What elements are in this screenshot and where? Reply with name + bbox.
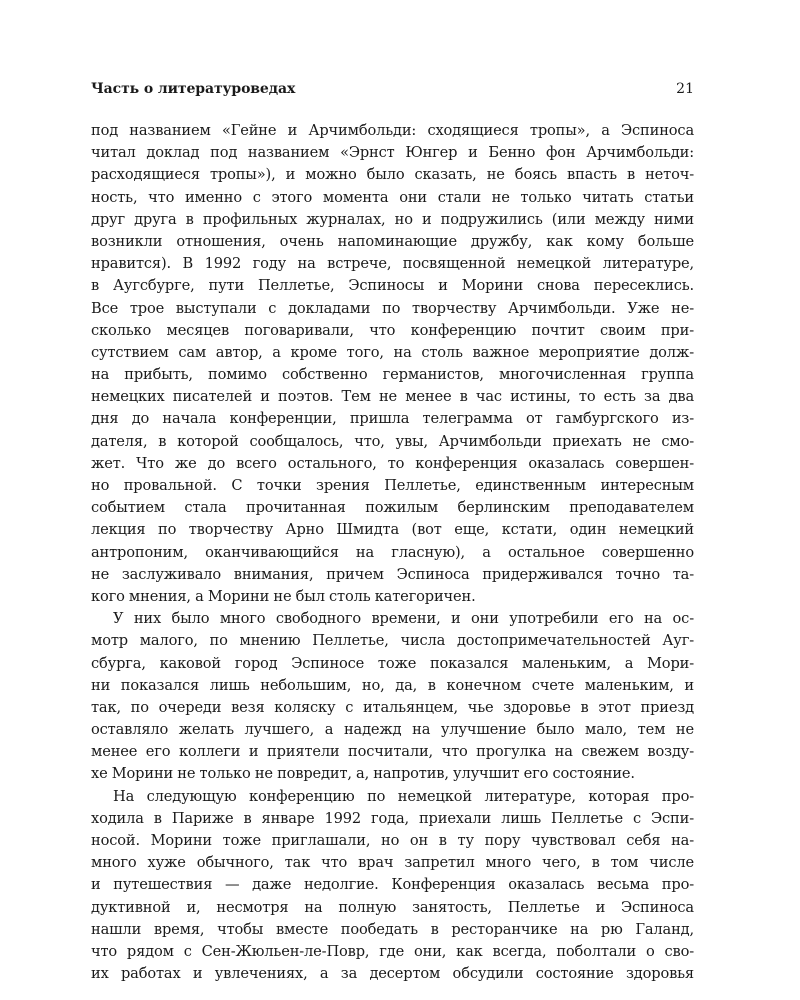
text-line: возникли отношения, очень напоминающие дружбу, как кому больше (91, 232, 694, 250)
text-line: сколько месяцев поговаривали, что конференцию почтит своим при- (91, 321, 694, 339)
text-line: менее его коллеги и приятели посчитали, что прогулка на свежем возду- (91, 743, 694, 761)
text-line: не заслуживало внимания, причем Эспиноса придерживался точно та- (91, 565, 694, 583)
paragraph (91, 120, 694, 608)
text-line: нравится). В 1992 году на встрече, посвященной немецкой литературе, (91, 255, 694, 273)
text-line: много хуже обычного, так что врач запретил много чего, в том числе (91, 854, 694, 872)
text-line: дателя, в которой сообщалось, что, увы, Арчимбольди приехать не смо- (91, 432, 694, 450)
text-line: ность, что именно с этого момента они стали не только читать статьи (91, 188, 694, 206)
text-line: На следующую конференцию по немецкой литературе, которая про- (113, 787, 694, 805)
text-line: но провальной. С точки зрения Пеллетье, единственным интересным (91, 477, 694, 494)
paragraph (91, 608, 694, 786)
text-line: жет. Что же до всего остального, то конференция оказалась совершен- (91, 454, 694, 472)
text-line: ни показался лишь небольшим, но, да, в конечном счете маленьким, и (91, 676, 694, 694)
running-title: Часть о литературоведах (91, 81, 296, 97)
text-line: У них было много свободного времени, и они употребили его на ос- (113, 610, 694, 628)
running-head (91, 78, 694, 100)
text-line: хе Морини не только не повредит, а, напротив, улучшит его состояние. (91, 765, 635, 783)
text-line: Все трое выступали с докладами по творчеству Арчимбольди. Уже не- (91, 299, 694, 317)
text-line: носой. Морини тоже приглашали, но он в ту пору чувствовал себя на- (91, 832, 694, 849)
text-line: друг друга в профильных журналах, но и подружились (или между ними (91, 210, 694, 228)
body-text (91, 120, 694, 985)
text-line: событием стала прочитанная пожилым берлинским преподавателем (91, 499, 694, 517)
text-line: под названием «Гейне и Арчимбольди: сходящиеся тропы», а Эспиноса (91, 122, 694, 139)
paragraph (91, 786, 694, 986)
text-line: сбурга, каковой город Эспиносе тоже показался маленьким, а Мори- (91, 654, 694, 672)
text-line: и путешествия — даже недолгие. Конференция оказалась весьма про- (91, 876, 694, 894)
text-line: так, по очереди везя коляску с итальянцем, чье здоровье в этот приезд (91, 698, 694, 716)
page-number: 21 (676, 81, 694, 97)
text-line: дня до начала конференции, пришла телеграмма от гамбургского из- (91, 410, 694, 428)
text-line: оставляло желать лучшего, а надежд на улучшение было мало, тем не (91, 721, 694, 739)
text-line: мотр малого, по мнению Пеллетье, числа достопримечательностей Ауг- (91, 632, 694, 650)
text-line: что рядом с Сен-Жюльен-ле-Повр, где они, как всегда, поболтали о сво- (91, 942, 694, 960)
text-line: сутствием сам автор, а кроме того, на столь важное мероприятие долж- (91, 343, 694, 361)
text-line: лекция по творчеству Арно Шмидта (вот еще, кстати, один немецкий (91, 521, 694, 539)
text-line: кого мнения, а Морини не был столь категоричен. (91, 587, 476, 605)
text-line: их работах и увлечениях, а за десертом обсудили состояние здоровья (91, 965, 694, 983)
text-line: читал доклад под названием «Эрнст Юнгер и Бенно фон Арчимбольди: (91, 144, 694, 162)
text-line: на прибыть, помимо собственно германистов, многочисленная группа (91, 366, 694, 384)
text-line: расходящиеся тропы»), и можно было сказать, не боясь впасть в неточ- (91, 166, 694, 184)
text-line: ходила в Париже в январе 1992 года, приехали лишь Пеллетье с Эспи- (91, 809, 694, 827)
text-line: немецких писателей и поэтов. Тем не менее в час истины, то есть за два (91, 388, 694, 406)
text-line: антропоним, оканчивающийся на гласную), а остальное совершенно (91, 543, 694, 561)
text-line: в Аугсбурге, пути Пеллетье, Эспиносы и Морини снова пересеклись. (91, 277, 694, 295)
text-line: дуктивной и, несмотря на полную занятость, Пеллетье и Эспиноса (91, 898, 694, 916)
text-line: нашли время, чтобы вместе пообедать в ресторанчике на рю Галанд, (91, 920, 694, 938)
